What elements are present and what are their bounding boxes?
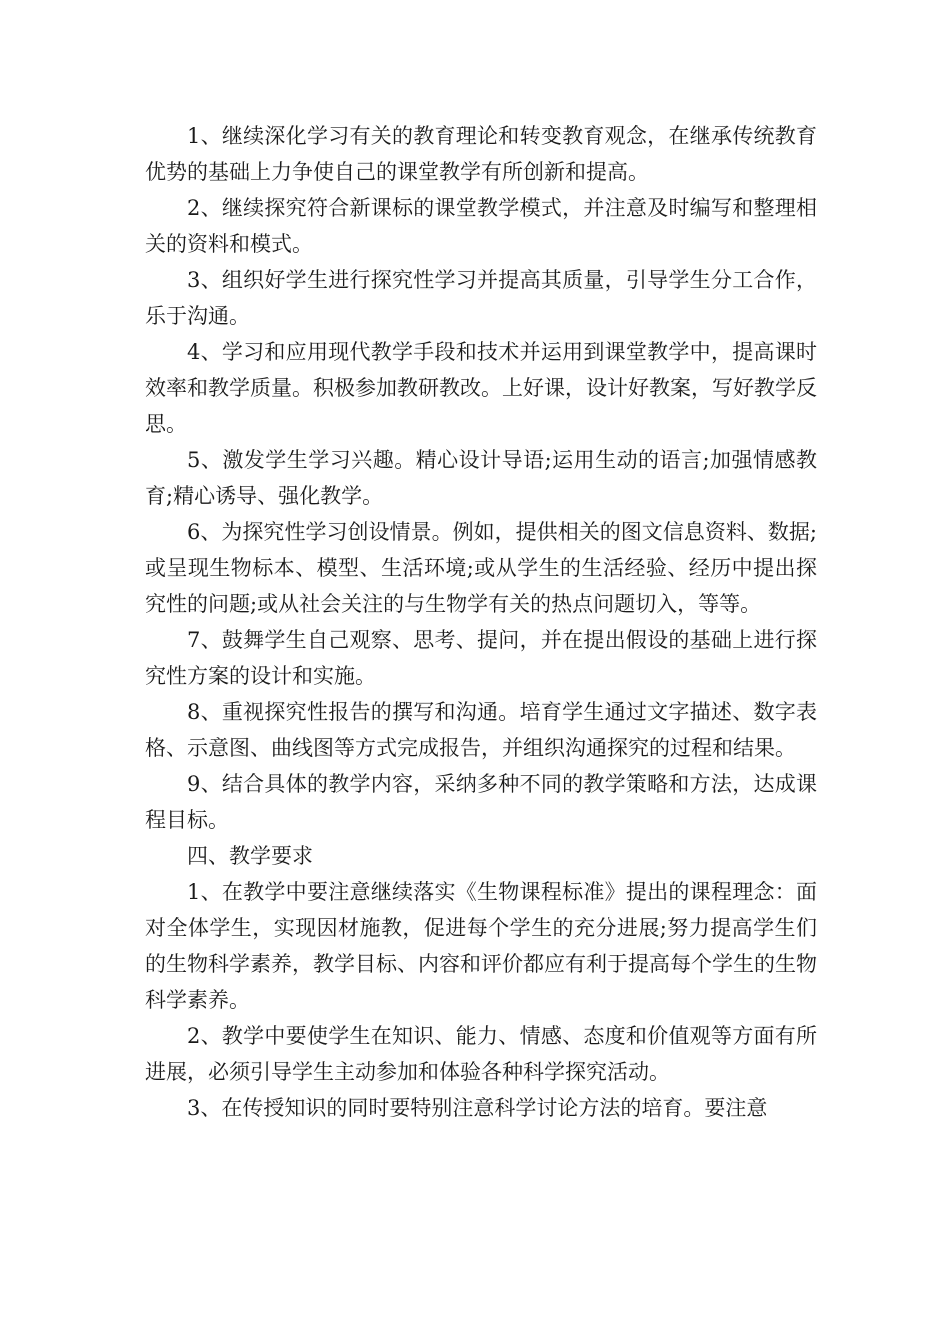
requirement-1: 1、在教学中要注意继续落实《生物课程标准》提出的课程理念：面对全体学生，实现因材施教，促进每个学生的充分进展;努力提高学生们的生物科学素养，教学目标、内容和评价都应有利于提高每个学生的生物科学素养。 bbox=[145, 880, 817, 1012]
section-heading: 四、教学要求 bbox=[187, 844, 313, 868]
paragraph-2: 2、继续探究符合新课标的课堂教学模式，并注意及时编写和整理相关的资料和模式。 bbox=[145, 196, 817, 256]
paragraph-9: 9、结合具体的教学内容，采纳多种不同的教学策略和方法，达成课程目标。 bbox=[145, 772, 817, 832]
paragraph-8: 8、重视探究性报告的撰写和沟通。培育学生通过文字描述、数字表格、示意图、曲线图等方式完成报告，并组织沟通探究的过程和结果。 bbox=[145, 700, 817, 760]
paragraph-4: 4、学习和应用现代教学手段和技术并运用到课堂教学中，提高课时效率和教学质量。积极参加教研教改。上好课，设计好教案，写好教学反思。 bbox=[145, 340, 817, 436]
document-body bbox=[145, 118, 817, 1126]
paragraph-5: 5、激发学生学习兴趣。精心设计导语;运用生动的语言;加强情感教育;精心诱导、强化教学。 bbox=[145, 448, 817, 508]
requirement-2: 2、教学中要使学生在知识、能力、情感、态度和价值观等方面有所进展，必须引导学生主动参加和体验各种科学探究活动。 bbox=[145, 1024, 817, 1084]
paragraph-7: 7、鼓舞学生自己观察、思考、提问，并在提出假设的基础上进行探究性方案的设计和实施。 bbox=[145, 628, 817, 688]
paragraph-6: 6、为探究性学习创设情景。例如，提供相关的图文信息资料、数据;或呈现生物标本、模型、生活环境;或从学生的生活经验、经历中提出探究性的问题;或从社会关注的与生物学有关的热点问题切入，等等。 bbox=[145, 520, 817, 616]
paragraph-1: 1、继续深化学习有关的教育理论和转变教育观念，在继承传统教育优势的基础上力争使自己的课堂教学有所创新和提高。 bbox=[145, 124, 817, 184]
requirement-3: 3、在传授知识的同时要特别注意科学讨论方法的培育。要注意 bbox=[187, 1096, 768, 1120]
paragraph-3: 3、组织好学生进行探究性学习并提高其质量，引导学生分工合作，乐于沟通。 bbox=[145, 268, 817, 328]
